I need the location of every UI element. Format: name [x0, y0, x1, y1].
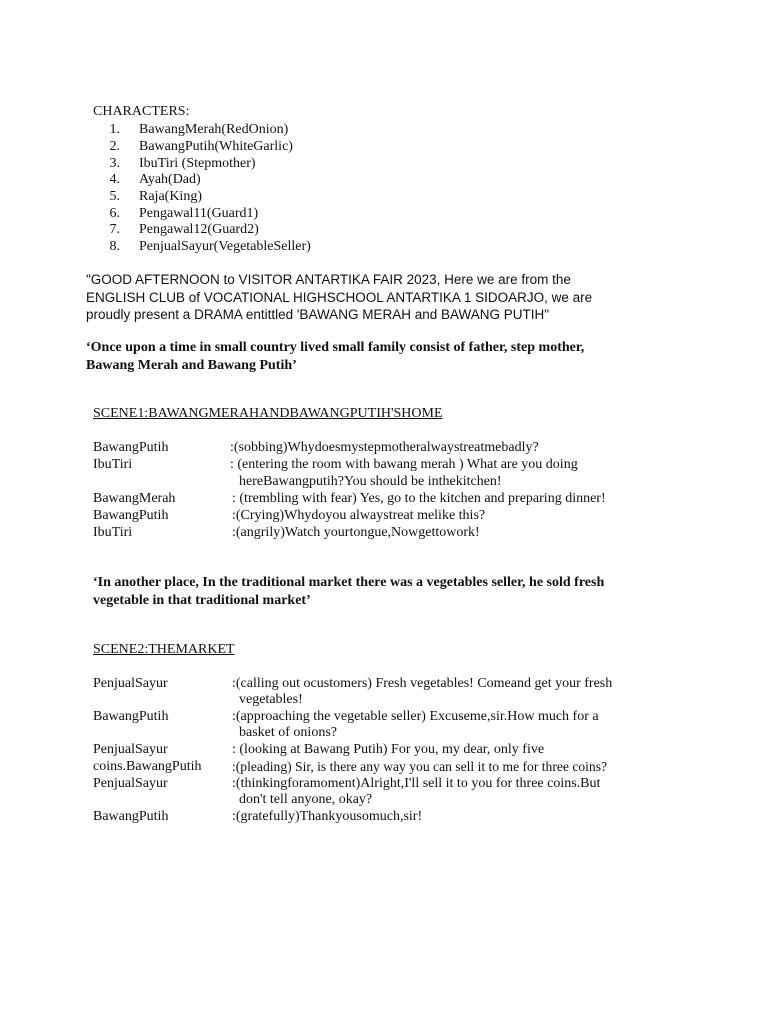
dialogue-line: :(calling out ocustomers) Fresh vegetables! Comeand get your fresh [232, 676, 613, 691]
list-item-number: 4. [109, 172, 120, 187]
speaker-name: PenjualSayur [93, 676, 168, 691]
dialogue-line: :(thinkingforamoment)Alright,I'll sell it to you for three coins.But [232, 776, 601, 791]
list-item-number: 3. [109, 156, 120, 171]
dialogue-continuation: basket of onions? [239, 725, 337, 740]
list-item-number: 8. [109, 239, 120, 254]
list-item-number: 1. [109, 122, 120, 137]
dialogue-line: :(approaching the vegetable seller) Excuseme,sir.How much for a [232, 709, 599, 724]
dialogue-line: : (looking at Bawang Putih) For you, my dear, only five [232, 742, 545, 757]
list-item-number: 5. [109, 189, 120, 204]
speaker-name: PenjualSayur [93, 776, 168, 791]
dialogue-continuation: hereBawangputih?You should be inthekitchen! [239, 474, 502, 489]
narration-line: Bawang Merah and Bawang Putih’ [86, 358, 297, 373]
scene-2-title: SCENE2:THEMARKET [93, 642, 235, 657]
speaker-name: BawangMerah [93, 491, 176, 506]
list-item-number: 6. [109, 206, 120, 221]
dialogue-line: : (entering the room with bawang merah ) What are you doing [230, 457, 578, 472]
speaker-name: IbuTiri [93, 525, 133, 540]
list-item: Ayah(Dad) [139, 172, 201, 187]
speaker-name: BawangPutih [93, 709, 169, 724]
dialogue-line: :(angrily)Watch yourtongue,Nowgettowork! [232, 525, 480, 540]
speaker-name: BawangPutih [93, 809, 169, 824]
speaker-name: BawangPutih [93, 508, 169, 523]
list-item: Pengawal11(Guard1) [139, 206, 259, 221]
speaker-name: BawangPutih [93, 440, 169, 455]
list-item: PenjualSayur(VegetableSeller) [139, 239, 311, 254]
intro-line: ENGLISH CLUB of VOCATIONAL HIGHSCHOOL ANTARTIKA 1 SIDOARJO, we are [86, 290, 593, 305]
list-item-number: 7. [109, 222, 120, 237]
dialogue-line: :(gratefully)Thankyousomuch,sir! [232, 809, 423, 824]
dialogue-line: :(sobbing)Whydoesmystepmotheralwaystreatmebadly? [230, 440, 539, 455]
dialogue-line: :(Crying)Whydoyou alwaystreat melike this? [232, 508, 486, 523]
dialogue-line: : (trembling with fear) Yes, go to the kitchen and preparing dinner! [232, 491, 606, 506]
list-item: IbuTiri (Stepmother) [139, 156, 256, 171]
list-item: BawangMerah(RedOnion) [139, 122, 289, 137]
list-item: Raja(King) [139, 189, 202, 204]
intro-line: "GOOD AFTERNOON to VISITOR ANTARTIKA FAIR 2023, Here we are from the [86, 272, 571, 287]
narration-line: ‘Once upon a time in small country lived small family consist of father, step mother, [86, 340, 585, 355]
intro-line: proudly present a DRAMA entittled 'BAWANG MERAH and BAWANG PUTIH" [86, 307, 550, 322]
dialogue-continuation: don't tell anyone, okay? [239, 792, 373, 807]
dialogue-continuation: vegetables! [239, 692, 303, 707]
narration-line: ‘In another place, In the traditional market there was a vegetables seller, he sold fresh [93, 575, 605, 590]
list-item: BawangPutih(WhiteGarlic) [139, 139, 293, 154]
narration-line: vegetable in that traditional market’ [93, 593, 311, 608]
speaker-name: IbuTiri [93, 457, 133, 472]
characters-heading: CHARACTERS: [93, 104, 190, 119]
scene-1-title: SCENE1:BAWANGMERAHANDBAWANGPUTIH'SHOME [93, 406, 443, 421]
list-item-number: 2. [109, 139, 120, 154]
speaker-name: coins.BawangPutih [93, 759, 202, 774]
dialogue-line: :(pleading) Sir, is there any way you can sell it to me for three coins? [232, 759, 608, 774]
speaker-name: PenjualSayur [93, 742, 168, 757]
list-item: Pengawal12(Guard2) [139, 222, 259, 237]
